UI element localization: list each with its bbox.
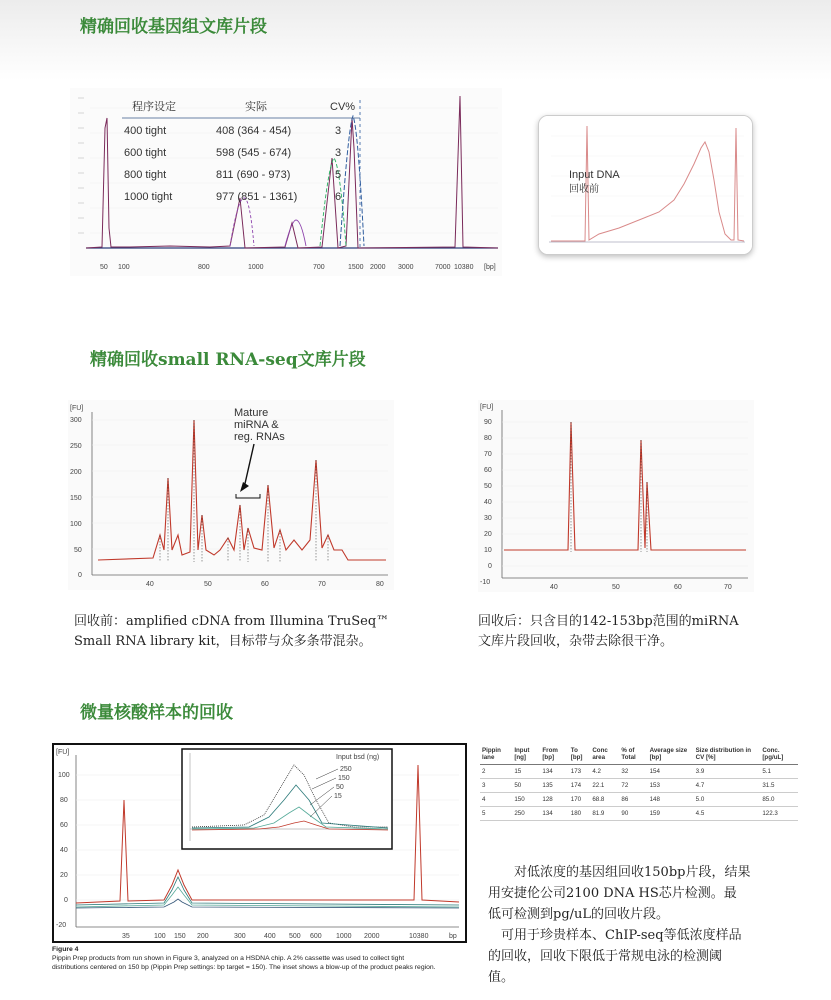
row-setting: 600 tight xyxy=(124,147,167,159)
inset-chart xyxy=(182,749,392,849)
row-actual: 811 (690 - 973) xyxy=(216,169,291,181)
cell: 31.5 xyxy=(760,779,798,793)
input-dna-sublabel: 回收前 xyxy=(569,184,599,195)
x-tick: 150 xyxy=(174,933,186,940)
x-tick: 1000 xyxy=(336,933,352,940)
input-dna-label: Input DNA xyxy=(569,169,620,181)
x-tick: 300 xyxy=(234,933,246,940)
caption-before xyxy=(74,612,434,652)
y-tick: 40 xyxy=(60,847,68,854)
x-tick: [bp] xyxy=(484,264,496,271)
x-tick: 800 xyxy=(198,264,210,271)
x-tick: 40 xyxy=(146,581,154,588)
x-tick: 700 xyxy=(313,264,325,271)
cell: 173 xyxy=(569,765,591,779)
inset-legend-item: 50 xyxy=(336,784,344,791)
row-cv: 3 xyxy=(335,147,342,159)
x-tick: 50 xyxy=(612,584,620,591)
rna-before-chart xyxy=(68,400,394,590)
y-tick: -20 xyxy=(56,922,67,929)
cell: 72 xyxy=(619,779,647,793)
row-cv: 3 xyxy=(335,125,342,137)
annotation-line: miRNA & xyxy=(234,419,279,431)
y-tick: 60 xyxy=(60,822,68,829)
input-dna-chart xyxy=(538,115,753,255)
x-tick: 2000 xyxy=(364,933,380,940)
cell: 180 xyxy=(569,807,591,821)
figure-caption xyxy=(52,945,442,972)
cell: 128 xyxy=(540,793,568,807)
cell: 4 xyxy=(480,793,512,807)
cell: 5 xyxy=(480,807,512,821)
cell: 90 xyxy=(619,807,647,821)
x-tick: 40 xyxy=(550,584,558,591)
x-tick: 10380 xyxy=(409,933,429,940)
y-tick: 0 xyxy=(64,897,68,904)
cell: 154 xyxy=(648,765,694,779)
x-tick: 7000 xyxy=(435,264,451,271)
desc-line: 对低浓度的基因组回收150bp片段，结果 xyxy=(514,865,751,880)
cell: 135 xyxy=(540,779,568,793)
y-tick: 50 xyxy=(484,483,492,490)
x-tick: 70 xyxy=(724,584,732,591)
caption-line: 回收后：只含目的142-153bp范围的miRNA xyxy=(478,614,739,629)
x-tick: 3000 xyxy=(398,264,414,271)
cell: 122.3 xyxy=(760,807,798,821)
col-header: To [bp] xyxy=(569,745,591,765)
col-header: Conc area xyxy=(590,745,619,765)
x-tick: 60 xyxy=(674,584,682,591)
cell: 148 xyxy=(648,793,694,807)
y-unit: [FU] xyxy=(56,749,70,756)
y-tick: 40 xyxy=(484,499,492,506)
y-tick: 70 xyxy=(484,451,492,458)
cell: 134 xyxy=(540,765,568,779)
cell: 159 xyxy=(648,807,694,821)
section-title-lowconc: 微量核酸样本的回收 xyxy=(80,703,233,723)
y-tick: 150 xyxy=(70,495,82,502)
cell: 4.5 xyxy=(694,807,761,821)
cell: 50 xyxy=(512,779,540,793)
annotation-line: Mature xyxy=(234,407,269,419)
row-cv: 5 xyxy=(335,169,342,181)
section-title-genomic: 精确回收基因组文库片段 xyxy=(80,17,267,37)
annotation-line: reg. RNAs xyxy=(234,431,285,443)
col-header: Size distribution in CV [%] xyxy=(694,745,761,765)
caption-line: 文库片段回收，杂带去除很干净。 xyxy=(478,634,674,649)
table-row xyxy=(480,779,798,793)
caption-line: 回收前：amplified cDNA from Illumina TruSeq™ xyxy=(74,614,390,629)
inset-legend-item: 150 xyxy=(338,775,350,782)
y-tick: 60 xyxy=(484,467,492,474)
x-tick: 10380 xyxy=(454,264,474,271)
lane-table-panel xyxy=(480,745,800,835)
table-header-setting: 程序设定 xyxy=(132,101,176,113)
x-tick: 50 xyxy=(100,264,108,271)
x-tick: 200 xyxy=(197,933,209,940)
rna-after-chart xyxy=(478,400,754,592)
cell: 5.0 xyxy=(694,793,761,807)
desc-line: 低可检测到pg/uL的回收片段。 xyxy=(488,907,670,922)
table-row xyxy=(480,793,798,807)
x-tick: 1500 xyxy=(348,264,364,271)
cell: 85.0 xyxy=(760,793,798,807)
row-actual: 408 (364 - 454) xyxy=(216,125,292,137)
desc-line: 可用于珍贵样本、ChIP-seq等低浓度样品 xyxy=(501,928,742,943)
col-header: Conc. [pg/uL] xyxy=(760,745,798,765)
desc-line: 值。 xyxy=(488,970,515,985)
cell: 170 xyxy=(569,793,591,807)
cell: 4.7 xyxy=(694,779,761,793)
x-tick: bp xyxy=(449,933,457,940)
y-unit: [FU] xyxy=(70,405,84,412)
x-tick: 35 xyxy=(122,933,130,940)
y-tick: 0 xyxy=(78,572,82,579)
x-tick: 100 xyxy=(154,933,166,940)
y-tick: 90 xyxy=(484,419,492,426)
row-setting: 800 tight xyxy=(124,169,167,181)
x-tick: 1000 xyxy=(248,264,264,271)
col-header: Input [ng] xyxy=(512,745,540,765)
cell: 81.9 xyxy=(590,807,619,821)
col-header: Average size [bp] xyxy=(648,745,694,765)
genomic-electropherogram xyxy=(70,88,502,276)
y-tick: 10 xyxy=(484,547,492,554)
x-tick: 2000 xyxy=(370,264,386,271)
y-tick: 30 xyxy=(484,515,492,522)
y-tick: 80 xyxy=(60,797,68,804)
y-tick: 100 xyxy=(70,521,82,528)
x-tick: 80 xyxy=(376,581,384,588)
figure-text: Pippin Prep products from run shown in Figure 3, analyzed on a HSDNA chip. A 2% cassette was used to collect tight distributions centered on 150 bp (Pippin Prep settings: bp target = 150). The inset shows a blow-up of the product peaks region. xyxy=(52,955,436,971)
cell: 86 xyxy=(619,793,647,807)
lane-table xyxy=(480,745,798,821)
y-tick: 200 xyxy=(70,469,82,476)
x-tick: 500 xyxy=(289,933,301,940)
y-tick: 100 xyxy=(58,772,70,779)
inset-legend-title: Input bsd (ng) xyxy=(336,754,380,761)
cell: 150 xyxy=(512,793,540,807)
x-tick: 60 xyxy=(261,581,269,588)
y-unit: [FU] xyxy=(480,404,494,411)
row-cv: 6 xyxy=(335,191,342,203)
y-tick: 300 xyxy=(70,417,82,424)
cell: 32 xyxy=(619,765,647,779)
col-header: From [bp] xyxy=(540,745,568,765)
desc-line: 的回收，回收下限低于常规电泳的检测阈 xyxy=(488,949,723,964)
desc-line: 用安捷伦公司2100 DNA HS芯片检测。最 xyxy=(488,886,737,901)
cell: 15 xyxy=(512,765,540,779)
cell: 5.1 xyxy=(760,765,798,779)
bottom-description xyxy=(488,862,808,988)
y-tick: 250 xyxy=(70,443,82,450)
cell: 3 xyxy=(480,779,512,793)
col-header: % of Total xyxy=(619,745,647,765)
y-tick: 0 xyxy=(488,563,492,570)
y-tick: 50 xyxy=(74,547,82,554)
x-tick: 600 xyxy=(310,933,322,940)
row-actual: 598 (545 - 674) xyxy=(216,147,292,159)
caption-line: Small RNA library kit，目标带与众多条带混杂。 xyxy=(74,634,372,649)
x-tick: 100 xyxy=(118,264,130,271)
x-tick: 50 xyxy=(204,581,212,588)
table-row xyxy=(480,807,798,821)
y-tick: -10 xyxy=(480,579,491,586)
figure-label: Figure 4 xyxy=(52,946,79,953)
x-tick: 70 xyxy=(318,581,326,588)
table-header-actual: 实际 xyxy=(245,101,267,113)
lowconc-chart xyxy=(52,743,467,943)
inset-legend-item: 250 xyxy=(340,766,352,773)
inset-legend-item: 15 xyxy=(334,793,342,800)
cell: 250 xyxy=(512,807,540,821)
cell: 68.8 xyxy=(590,793,619,807)
cell: 134 xyxy=(540,807,568,821)
cell: 174 xyxy=(569,779,591,793)
row-setting: 1000 tight xyxy=(124,191,173,203)
table-header-row xyxy=(480,745,798,765)
table-header-cv: CV% xyxy=(330,101,356,113)
cell: 3.9 xyxy=(694,765,761,779)
section-title-smallrna: 精确回收small RNA-seq文库片段 xyxy=(90,350,366,370)
row-actual: 977 (851 - 1361) xyxy=(216,191,298,203)
row-setting: 400 tight xyxy=(124,125,167,137)
caption-after xyxy=(478,612,808,652)
col-header: Pippin lane xyxy=(480,745,512,765)
cell: 153 xyxy=(648,779,694,793)
cell: 2 xyxy=(480,765,512,779)
table-row xyxy=(480,765,798,779)
cell: 4.2 xyxy=(590,765,619,779)
x-tick: 400 xyxy=(264,933,276,940)
cell: 22.1 xyxy=(590,779,619,793)
y-tick: 80 xyxy=(484,435,492,442)
y-tick: 20 xyxy=(484,531,492,538)
y-tick: 20 xyxy=(60,872,68,879)
